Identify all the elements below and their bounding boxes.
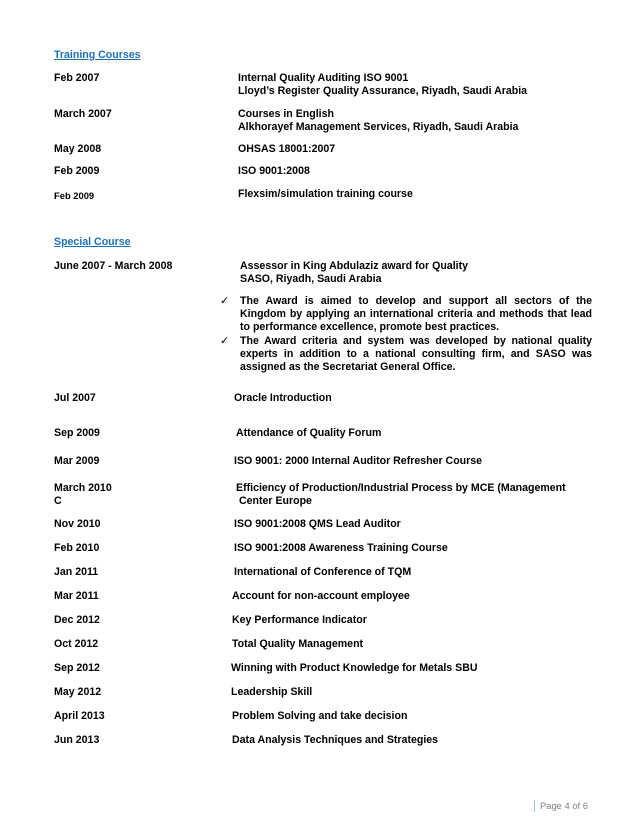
course-date: Mar 2009 — [54, 455, 100, 467]
training-date: March 2007 — [54, 108, 112, 120]
special-date: June 2007 - March 2008 — [54, 260, 173, 272]
course-date: Jul 2007 — [54, 392, 96, 404]
bullet-text: The Award criteria and system was developed by national quality experts in addition to a national consulting firm, and SASO was assigned as the Secretariat General Office. — [240, 335, 592, 373]
course-title: Efficiency of Production/Industrial Process by MCE (Management — [236, 482, 566, 494]
course-title: Leadership Skill — [231, 686, 313, 698]
course-title: Key Performance Indicator — [232, 614, 367, 626]
course-date: May 2012 — [54, 686, 102, 698]
course-title: Oracle Introduction — [234, 392, 332, 404]
course-title-continuation: Center Europe — [236, 495, 312, 507]
special-provider: SASO, Riyadh, Saudi Arabia — [240, 273, 382, 285]
course-date: Nov 2010 — [54, 518, 101, 530]
special-bullet — [220, 295, 592, 334]
course-title: ISO 9001: 2000 Internal Auditor Refresher Course — [234, 455, 483, 467]
checkmark-icon: ✓ — [220, 295, 230, 307]
course-date: Oct 2012 — [54, 638, 99, 650]
training-date: Feb 2007 — [54, 72, 100, 84]
course-date: Jun 2013 — [54, 734, 100, 746]
special-bullet — [220, 335, 592, 374]
course-title: Winning with Product Knowledge for Metals SBU — [231, 662, 478, 674]
training-courses-heading: Training Courses — [54, 49, 141, 61]
training-title: Flexsim/simulation training course — [238, 188, 413, 200]
training-provider: Alkhorayef Management Services, Riyadh, Saudi Arabia — [238, 121, 519, 133]
training-date: Feb 2009 — [54, 190, 95, 201]
special-title: Assessor in King Abdulaziz award for Quality — [240, 260, 469, 272]
course-date: Feb 2010 — [54, 542, 100, 554]
course-title: Problem Solving and take decision — [232, 710, 408, 722]
course-title: International of Conference of TQM — [234, 566, 412, 578]
course-date: April 2013 — [54, 710, 105, 722]
page-number: Page 4 of 6 — [534, 800, 588, 812]
training-date: May 2008 — [54, 143, 102, 155]
training-provider: Lloyd’s Register Quality Assurance, Riyadh, Saudi Arabia — [238, 85, 528, 97]
course-title: ISO 9001:2008 QMS Lead Auditor — [234, 518, 401, 530]
bullet-text: The Award is aimed to develop and support all sectors of the Kingdom by applying an international criteria and methods that lead to performance excellence, promote best practices. — [240, 295, 592, 333]
training-title: Courses in English — [238, 108, 334, 120]
course-title: ISO 9001:2008 Awareness Training Course — [234, 542, 448, 554]
course-date: Mar 2011 — [54, 590, 99, 602]
training-title: ISO 9001:2008 — [238, 165, 310, 177]
course-date: Sep 2012 — [54, 662, 100, 674]
special-bullet-list — [220, 295, 592, 374]
course-date: Jan 2011 — [54, 566, 99, 578]
checkmark-icon: ✓ — [220, 335, 230, 347]
course-title: Attendance of Quality Forum — [236, 427, 382, 439]
course-date: Sep 2009 — [54, 427, 100, 439]
course-title: Account for non-account employee — [232, 590, 410, 602]
course-date-continuation: C — [54, 495, 62, 507]
training-title: Internal Quality Auditing ISO 9001 — [238, 72, 409, 84]
course-title: Data Analysis Techniques and Strategies — [232, 734, 439, 746]
course-title: Total Quality Management — [232, 638, 364, 650]
training-title: OHSAS 18001:2007 — [238, 143, 336, 155]
course-date: Dec 2012 — [54, 614, 100, 626]
training-date: Feb 2009 — [54, 165, 100, 177]
course-date: March 2010 — [54, 482, 112, 494]
special-course-heading: Special Course — [54, 236, 131, 248]
